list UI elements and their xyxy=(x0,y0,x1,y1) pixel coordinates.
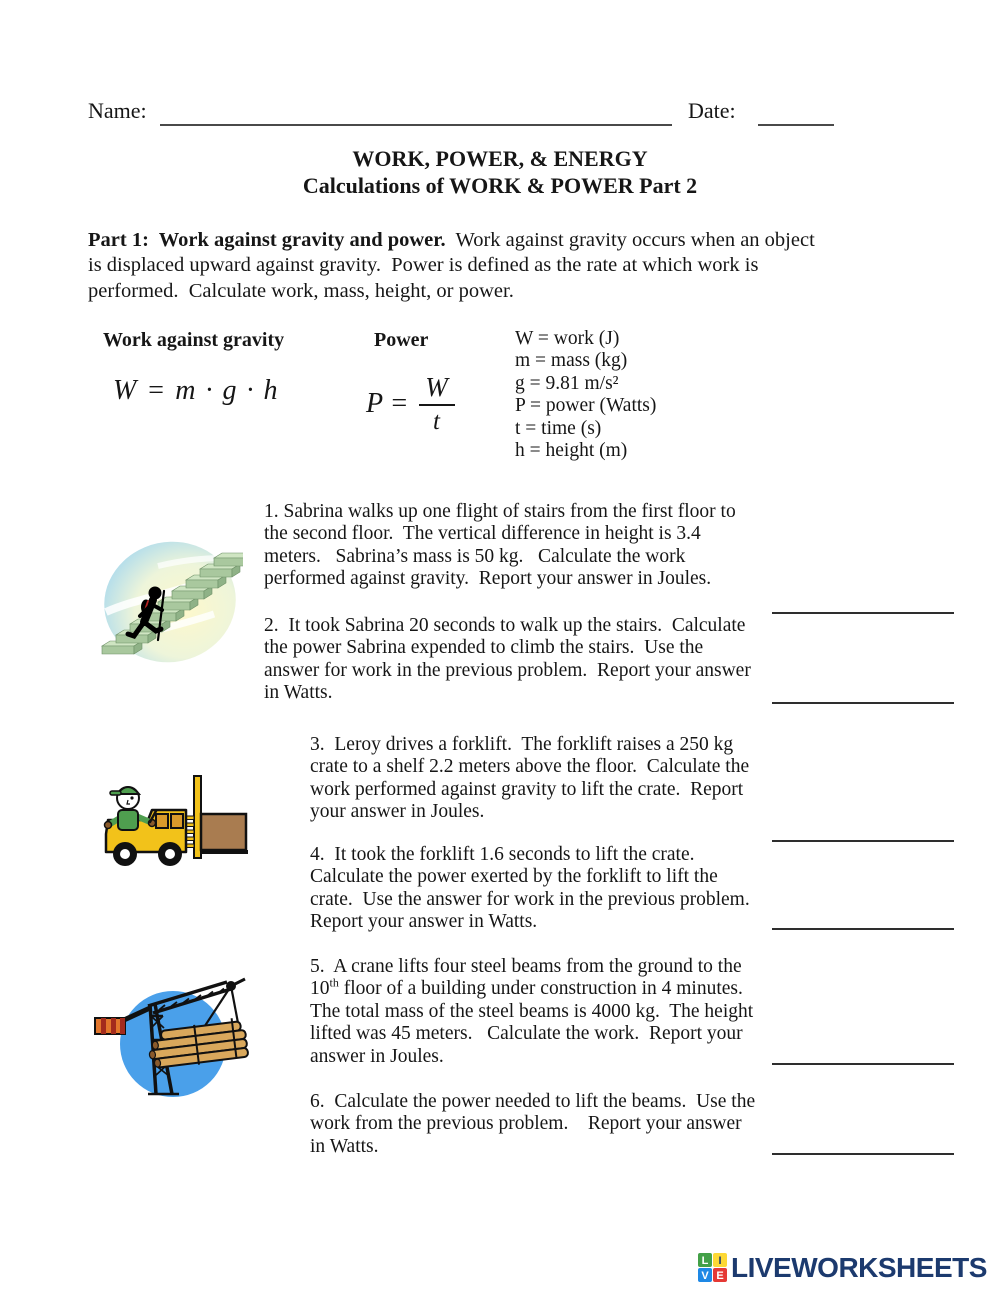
question-3-line: crate to a shelf 2.2 meters above the floor. Calculate the xyxy=(310,756,750,778)
variable-key-item: g = 9.81 m/s² xyxy=(515,372,619,394)
question-5-line: lifted was 45 meters. Calculate the work. Report your xyxy=(310,1023,743,1045)
date-blank xyxy=(758,100,834,126)
logo-tile-letter: V xyxy=(701,1270,709,1282)
driver xyxy=(105,787,157,830)
logo-text: LIVEWORKSHEETS xyxy=(731,1251,987,1283)
part1-intro xyxy=(88,228,928,304)
part1-intro-line1-rest: Work against gravity occurs when an object xyxy=(445,229,815,251)
question-4-line: 4. It took the forklift 1.6 seconds to lift the crate. xyxy=(310,844,695,865)
name-blank xyxy=(160,100,672,126)
logo-tile-letter: L xyxy=(701,1255,709,1267)
part1-intro-line2: is displaced upward against gravity. Power is defined as the rate at which work is xyxy=(88,254,759,277)
question-2-line: in Watts. xyxy=(264,682,333,704)
question-2 xyxy=(264,615,784,705)
worksheet-title: WORK, POWER, & ENERGY xyxy=(352,146,648,171)
logo-tiles-icon xyxy=(698,1251,728,1284)
question-6-line: 6. Calculate the power needed to lift the beams. Use the xyxy=(310,1091,756,1112)
date-label: Date: xyxy=(688,98,736,123)
answer-blank-6[interactable] xyxy=(772,1133,954,1155)
logo-tile-letter: E xyxy=(716,1270,724,1282)
question-5-line2-post: floor of a building under construction in 4 minutes. xyxy=(338,978,743,1000)
crane-illustration xyxy=(93,976,258,1100)
question-2-line: answer for work in the previous problem. Report your answer xyxy=(264,659,751,681)
question-1-line: performed against gravity. Report your answer in Joules. xyxy=(264,568,712,590)
crate xyxy=(201,814,246,850)
part1-heading: Part 1: Work against gravity and power. xyxy=(88,229,446,251)
worksheet-subtitle: Calculations of WORK & POWER Part 2 xyxy=(302,173,698,198)
power-formula-lhs: P = xyxy=(366,387,409,419)
question-4-line: Calculate the power exerted by the forklift to lift the xyxy=(310,866,718,888)
question-4 xyxy=(310,844,790,934)
variable-key-item: P = power (Watts) xyxy=(515,395,657,417)
logo-tile-letter: I xyxy=(718,1255,722,1267)
question-2-line: 2. It took Sabrina 20 seconds to walk up the stairs. Calculate xyxy=(264,615,746,636)
question-5-line xyxy=(310,975,790,1000)
variable-key-item: h = height (m) xyxy=(515,440,628,462)
question-5-line2-pre: 10 xyxy=(310,978,330,1000)
question-6-line: in Watts. xyxy=(310,1135,379,1157)
liveworksheets-logo[interactable] xyxy=(698,1251,987,1284)
name-label: Name: xyxy=(88,98,147,123)
question-4-line: crate. Use the answer for work in the previous problem. xyxy=(310,888,750,910)
answer-blank-5[interactable] xyxy=(772,1043,954,1065)
variable-key-item: t = time (s) xyxy=(515,417,602,439)
question-5-line: answer in Joules. xyxy=(310,1045,444,1067)
question-3-line: your answer in Joules. xyxy=(310,801,485,823)
power-formula-fraction xyxy=(419,372,455,435)
power-formula-numerator: W xyxy=(425,372,448,402)
question-4-line: Report your answer in Watts. xyxy=(310,911,538,933)
work-formula-header: Work against gravity xyxy=(103,329,285,351)
variable-key xyxy=(515,328,656,462)
question-5-ordinal-superscript: th xyxy=(329,975,339,990)
question-5-line: 5. A crane lifts four steel beams from the ground to the xyxy=(310,956,742,977)
question-3 xyxy=(310,734,790,824)
question-3-line: work performed against gravity to lift the crate. Report xyxy=(310,778,744,800)
work-formula: W = m · g · h xyxy=(113,375,279,406)
power-formula xyxy=(366,372,455,435)
question-1 xyxy=(264,501,784,591)
part1-intro-line3: performed. Calculate work, mass, height, or power. xyxy=(88,279,514,302)
variable-key-item: W = work (J) xyxy=(515,328,620,349)
question-5 xyxy=(310,956,790,1068)
part1-intro-line1 xyxy=(88,228,928,253)
question-6 xyxy=(310,1091,790,1158)
answer-blank-1[interactable] xyxy=(772,592,954,614)
answer-blank-4[interactable] xyxy=(772,908,954,930)
question-5-line: The total mass of the steel beams is 4000 kg. The height xyxy=(310,1000,754,1022)
question-1-line: meters. Sabrina’s mass is 50 kg. Calculate the work xyxy=(264,545,686,567)
question-1-line: the second floor. The vertical difference in height is 3.4 xyxy=(264,523,701,545)
question-1-line: 1. Sabrina walks up one flight of stairs from the first floor to xyxy=(264,501,736,522)
question-6-line: work from the previous problem. Report your answer xyxy=(310,1113,742,1135)
stairs-climb-illustration xyxy=(98,536,243,666)
variable-key-item: m = mass (kg) xyxy=(515,350,628,372)
fraction-bar xyxy=(419,404,455,406)
power-formula-denominator: t xyxy=(433,408,440,435)
question-2-line: the power Sabrina expended to climb the stairs. Use the xyxy=(264,637,704,659)
answer-blank-2[interactable] xyxy=(772,682,954,704)
forklift-illustration xyxy=(98,764,253,876)
answer-blank-3[interactable] xyxy=(772,820,954,842)
power-formula-header: Power xyxy=(374,329,429,351)
question-3-line: 3. Leroy drives a forklift. The forklift raises a 250 kg xyxy=(310,734,734,755)
